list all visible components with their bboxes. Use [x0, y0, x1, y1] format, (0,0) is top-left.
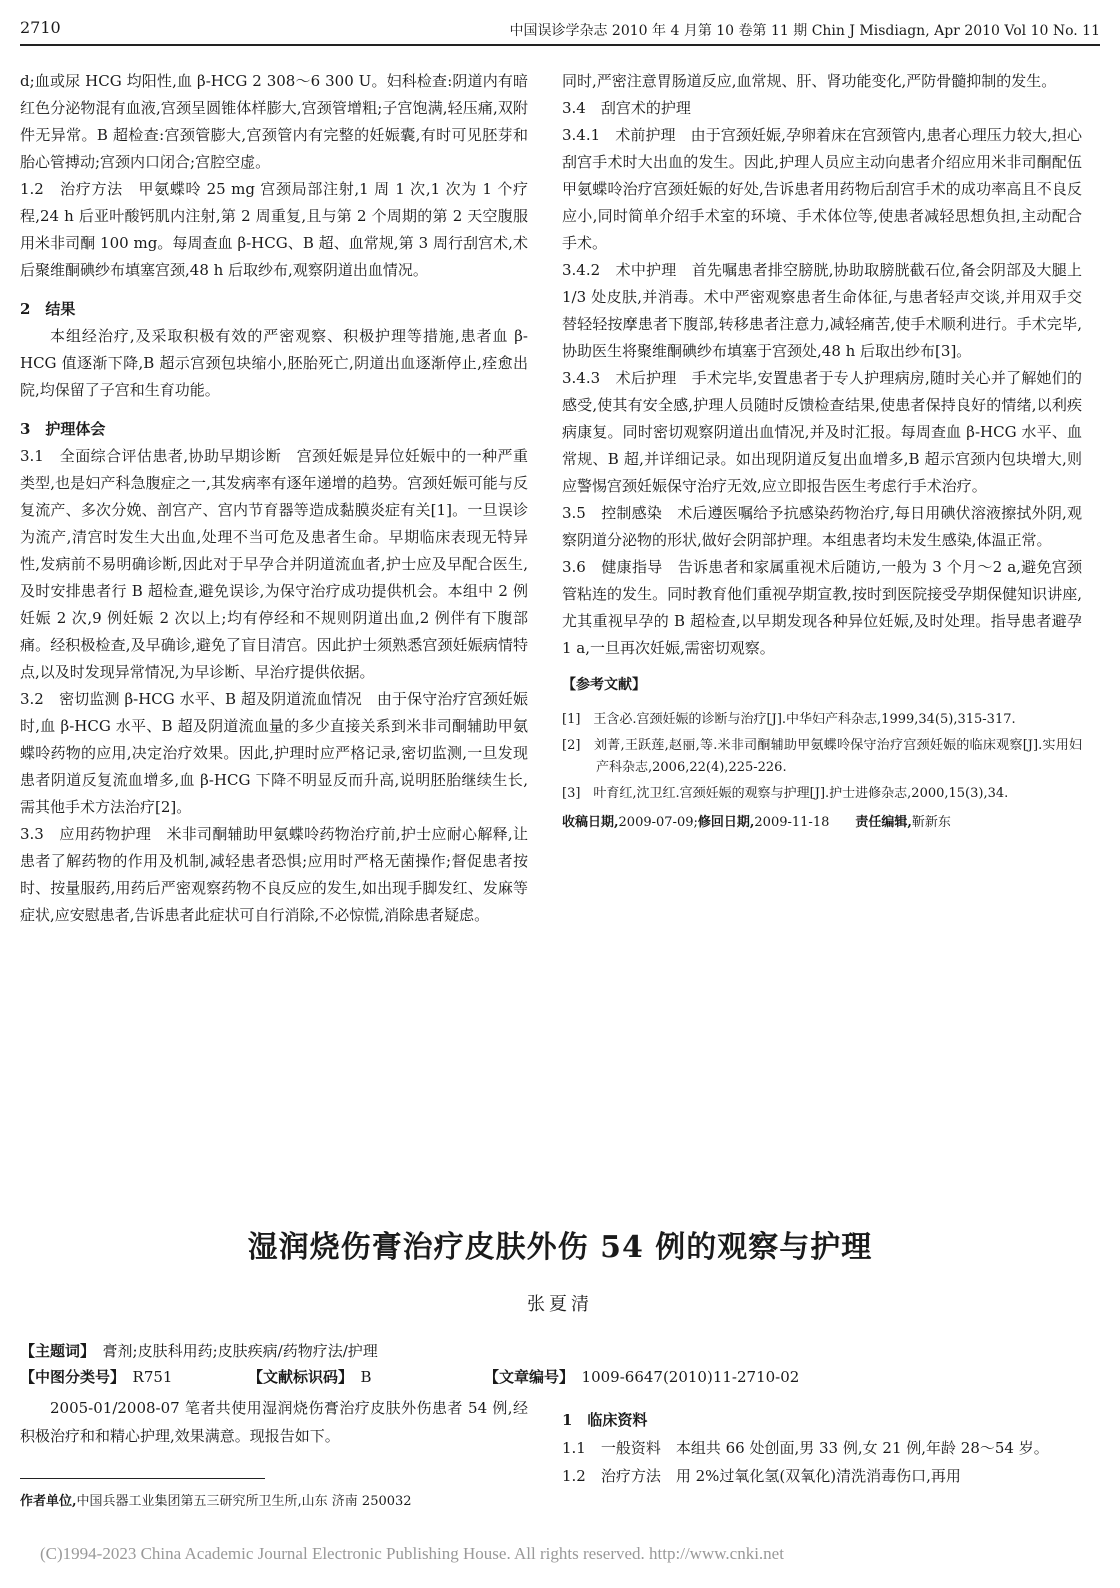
references-title: 【参考文献】 [562, 677, 646, 693]
clinical-data-column [562, 1394, 1062, 1490]
revised-date: 2009-11-18 [754, 815, 830, 830]
doc-code: B [360, 1368, 372, 1386]
intro-column [20, 1394, 528, 1450]
paragraph: 3.4 刮宫术的护理 [562, 99, 691, 117]
paragraph: 3.6 健康指导 告诉患者和家属重视术后随访,一般为 3 个月～2 a,避免宫颈管粘连的发生。同时教育他们重视孕期宣教,按时到医院接受孕期保健知识讲座,尤其重视早孕的 B 超检查,以早期发现各种异位妊娠,及时处理。指导患者避孕 1 a,一旦再次妊娠,需密切观察。 [562, 558, 1082, 657]
intro-paragraph: 2005-01/2008-07 笔者共使用湿润烧伤膏治疗皮肤外伤患者 54 例,经积极治疗和和精心护理,效果满意。现报告如下。 [20, 1399, 528, 1445]
paragraph: 1 临床资料 [562, 1411, 648, 1429]
clc-code: R751 [132, 1368, 173, 1386]
paragraph: 3 护理体会 [20, 420, 106, 438]
copyright-footer: (C)1994-2023 China Academic Journal Electronic Publishing House. All rights reserved. http://www.cnki.net [40, 1544, 784, 1563]
clc-label: 【中图分类号】 [20, 1368, 118, 1386]
footnote-divider [20, 1478, 265, 1479]
editor-label: 责任编辑, [855, 815, 912, 830]
left-column [20, 68, 528, 929]
article-author: 张夏清 [527, 1294, 593, 1315]
right-column [562, 68, 1082, 836]
received-label: 收稿日期, [562, 815, 619, 830]
keywords: 膏剂;皮肤科用药;皮肤疾病/药物疗法/护理 [102, 1342, 378, 1360]
article-no-label: 【文章编号】 [484, 1368, 567, 1386]
revised-label: 修回日期, [697, 815, 755, 830]
article-title: 湿润烧伤膏治疗皮肤外伤 54 例的观察与护理 [247, 1230, 873, 1265]
reference-item: [3] 叶育红,沈卫红.宫颈妊娠的观察与护理[J].护士进修杂志,2000,15(3),34. [562, 786, 1009, 801]
received-date: 2009-07-09; [618, 815, 698, 830]
paragraph: 1.1 一般资料 本组共 66 处创面,男 33 例,女 21 例,年龄 28～54 岁。 [562, 1439, 1049, 1457]
keywords-line [20, 1340, 1100, 1362]
keywords-label: 【主题词】 [20, 1342, 88, 1360]
paragraph: 3.4.1 术前护理 由于宫颈妊娠,孕卵着床在宫颈管内,患者心理压力较大,担心刮宫手术时大出血的发生。因此,护理人员应主动向患者介绍应用米非司酮配伍甲氨蝶呤治疗宫颈妊娠的好处,告诉患者用药物后刮宫手术的成功率高且不良反应小,同时简单介绍手术室的环境、手术体位等,使患者减轻思想负担,主动配合手术。 [562, 126, 1082, 252]
article-dates [562, 809, 1082, 836]
paragraph: d;血或尿 HCG 均阳性,血 β-HCG 2 308～6 300 U。妇科检查:阴道内有暗红色分泌物混有血液,宫颈呈圆锥体样膨大,宫颈管增粗;子宫饱满,轻压痛,双附件无异常。B 超检查:宫颈管膨大,宫颈管内有完整的妊娠囊,有时可见胚芽和胎心管搏动;宫颈内口闭合;宫腔空虚。 [20, 72, 528, 171]
journal-info: 中国误诊学杂志 2010 年 4 月第 10 卷第 11 期 Chin J Misdiagn, Apr 2010 Vol 10 No. 11 [509, 23, 1100, 39]
affiliation: 中国兵器工业集团第五三研究所卫生所,山东 济南 250032 [76, 1494, 412, 1509]
reference-item: [2] 刘菁,王跃莲,赵丽,等.米非司酮辅助甲氨蝶呤保守治疗宫颈妊娠的临床观察[J].实用妇产科杂志,2006,22(4),225-226. [562, 738, 1082, 775]
paragraph: 3.5 控制感染 术后遵医嘱给予抗感染药物治疗,每日用碘伏溶液擦拭外阴,观察阴道分泌物的形状,做好会阴部护理。本组患者均未发生感染,体温正常。 [562, 504, 1082, 549]
paragraph: 3.3 应用药物护理 米非司酮辅助甲氨蝶呤药物治疗前,护士应耐心解释,让患者了解药物的作用及机制,减轻患者恐惧;应用时严格无菌操作;督促患者按时、按量服药,用药后严密观察药物不良反应的发生,如出现手脚发红、发麻等症状,应安慰患者,告诉患者此症状可自行消除,不必惊慌,消除患者疑虑。 [20, 825, 528, 924]
classification-line [20, 1366, 1100, 1388]
paragraph: 3.2 密切监测 β-HCG 水平、B 超及阴道流血情况 由于保守治疗宫颈妊娠时,血 β-HCG 水平、B 超及阴道流血量的多少直接关系到米非司酮辅助甲氨蝶呤药物的应用,决定治疗效果。因此,护理时应严格记录,密切监测,一旦发现患者阴道反复流血增多,血 β-HCG 下降不明显反而升高,说明胚胎继续生长,需其他手术方法治疗[2]。 [20, 690, 528, 816]
paragraph: 1.2 治疗方法 甲氨蝶呤 25 mg 宫颈局部注射,1 周 1 次,1 次为 1 个疗程,24 h 后亚叶酸钙肌内注射,第 2 周重复,且与第 2 个周期的第 2 天空腹服用米非司酮 100 mg。每周查血 β-HCG、B 超、血常规,第 3 周行刮宫术,术后聚维酮碘纱布填塞宫颈,48 h 后取纱布,观察阴道出血情况。 [20, 180, 528, 279]
author-affiliation [20, 1490, 412, 1509]
article-no: 1009-6647(2010)11-2710-02 [581, 1368, 800, 1386]
page-header [20, 14, 1100, 46]
paragraph: 1.2 治疗方法 用 2%过氧化氢(双氧化)清洗消毒伤口,再用 [562, 1467, 961, 1485]
paragraph: 同时,严密注意胃肠道反应,血常规、肝、肾功能变化,严防骨髓抑制的发生。 [562, 72, 1057, 90]
paragraph: 2 结果 [20, 300, 76, 318]
paragraph: 3.4.3 术后护理 手术完毕,安置患者于专人护理病房,随时关心并了解她们的感受,使其有安全感,护理人员随时反馈检查结果,使患者保持良好的情绪,以利疾病康复。同时密切观察阴道出血情况,并及时汇报。每周查血 β-HCG 水平、血常规、B 超,并详细记录。如出现阴道反复出血增多,B 超示宫颈内包块增大,则应警惕宫颈妊娠保守治疗无效,应立即报告医生考虑行手术治疗。 [562, 369, 1082, 495]
paragraph: 3.4.2 术中护理 首先嘱患者排空膀胱,协助取膀胱截石位,备会阴部及大腿上 1/3 处皮肤,并消毒。术中严密观察患者生命体征,与患者轻声交谈,并用双手交替轻轻按摩患者下腹部,转移患者注意力,减轻痛苦,使手术顺利进行。手术完毕,协助医生将聚维酮碘纱布填塞于宫颈处,48 h 后取出纱布[3]。 [562, 261, 1082, 360]
editor-name: 靳新东 [911, 815, 951, 830]
reference-item: [1] 王含必.宫颈妊娠的诊断与治疗[J].中华妇产科杂志,1999,34(5),315-317. [562, 712, 1016, 727]
page-number: 2710 [20, 18, 61, 37]
paragraph: 本组经治疗,及采取积极有效的严密观察、积极护理等措施,患者血 β-HCG 值逐渐下降,B 超示宫颈包块缩小,胚胎死亡,阴道出血逐渐停止,痊愈出院,均保留了子宫和生育功能。 [20, 327, 528, 399]
paragraph: 3.1 全面综合评估患者,协助早期诊断 宫颈妊娠是异位妊娠中的一种严重类型,也是妇产科急腹症之一,其发病率有逐年递增的趋势。宫颈妊娠可能与反复流产、多次分娩、剖宫产、宫内节育器等造成黏膜炎症有关[1]。一旦误诊为流产,清宫时发生大出血,处理不当可危及患者生命。早期临床表现无特异性,发病前不易明确诊断,因此对于早孕合并阴道流血者,护士应及早配合医生,及时安排患者行 B 超检查,避免误诊,为保守治疗成功提供机会。本组中 2 例妊娠 2 次,9 例妊娠 2 次以上;均有停经和不规则阴道出血,2 例伴有下腹部痛。经积极检查,及早确诊,避免了盲目清宫。因此护士须熟悉宫颈妊娠病情特点,以及时发现异常情况,为早诊断、早治疗提供依据。 [20, 447, 528, 681]
reference-list [562, 709, 1082, 805]
doc-code-label: 【文献标识码】 [248, 1368, 346, 1386]
affiliation-label: 作者单位, [20, 1494, 77, 1509]
